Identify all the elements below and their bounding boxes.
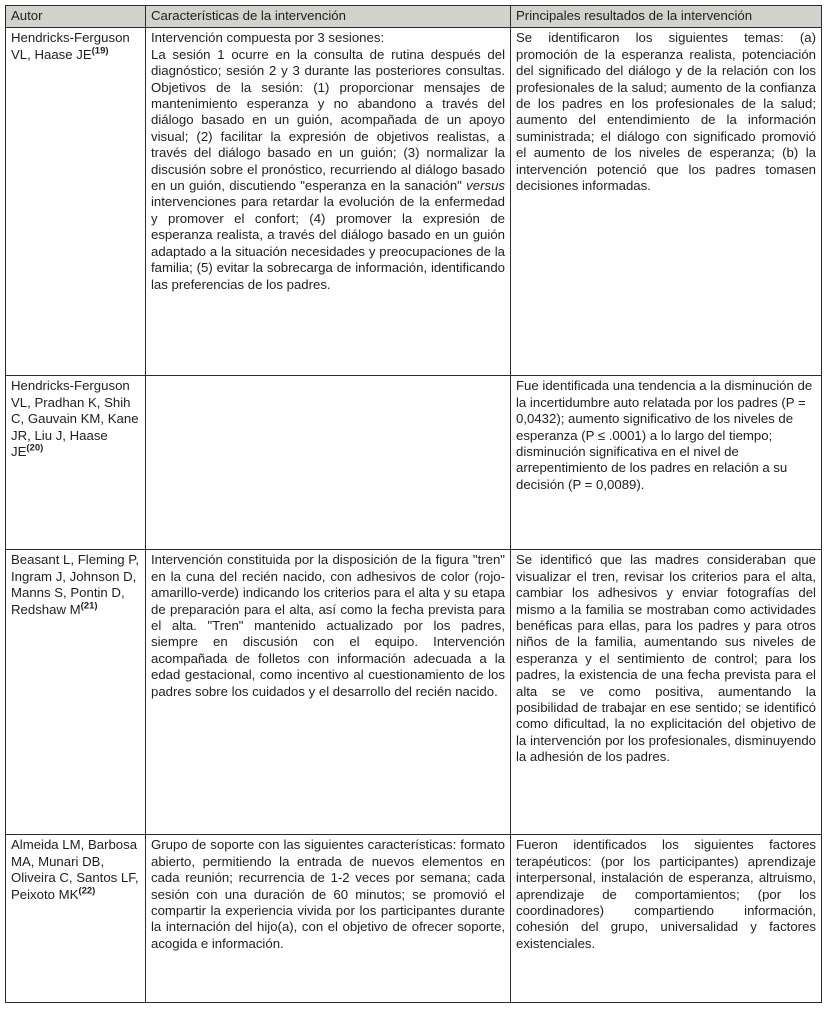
- column-header-caracteristicas: Características de la intervención: [146, 6, 511, 28]
- results-text: Se identificaron los siguientes temas: (a) promoción de la esperanza realista, potenciación del significado del diálogo y de la relación con los profesionales de la salud; aumento de la confianza de los padres en los profesionales de la salud; aumento del entendimiento de la información suministrada; el diálogo con significado promovió el aumento de los niveles de esperanza; (b) la intervención potenció que los padres tomasen decisiones informadas.: [516, 30, 816, 194]
- intervention-detail-emphasis: versus: [466, 178, 505, 194]
- cell-resultados: [511, 28, 822, 376]
- table-header: [6, 6, 822, 28]
- author-reference: (21): [80, 600, 98, 612]
- author-reference: (22): [78, 885, 96, 897]
- results-text: Se identificó que las madres consideraban que visualizar el tren, revisar los criterios para el alta, cambiar los adhesivos y enviar fotografías del mismo a la familia se mostraban como actividades benéficas para ellas, para los padres y para otros niños de la familia, aumentando sus niveles de esperanza y el sentimiento de control; para los padres, la existencia de una fecha prevista para el alta se ve como positiva, aumentando la posibilidad de trabajar en ese sentido; se identificó como dificultad, la no explicitación del objetivo de la intervención por los profesionales, disminuyendo la adhesión de los padres.: [516, 552, 816, 765]
- cell-caracteristicas: [146, 28, 511, 376]
- cell-caracteristicas: [146, 550, 511, 835]
- author-reference: (20): [26, 442, 44, 454]
- cell-resultados: [511, 550, 822, 835]
- cell-resultados: [511, 835, 822, 1003]
- table-row: [6, 28, 822, 376]
- intervention-text: Intervención constituida por la disposición de la figura "tren" en la cuna del recién nacido, con adhesivos de color (rojo-amarillo-verde) indicando los criterios para el alta y su etapa de preparación para el alta, así como la fecha prevista para el alta. "Tren" mantenido actualizado por los padres, siempre en discusión con el equipo. Intervención acompañada de folletos con información adecuada a la edad gestacional, como incentivo al cuestionamiento de los padres sobre los cuidados y el desarrollo del recién nacido.: [151, 552, 505, 699]
- table-header-row: [6, 6, 822, 28]
- table-row: [6, 835, 822, 1003]
- cell-author: [6, 28, 146, 376]
- table-row: [6, 376, 822, 550]
- intervention-text: Grupo de soporte con las siguientes características: formato abierto, permitiendo la entrada de nuevos elementos en cada reunión; recurrencia de 1-2 veces por semana; cada sesión con una duración de 60 minutos; se promovió el compartir la experiencia vivida por los participantes durante la internación del hijo(a), con el objetivo de ofrecer soporte, acogida e información.: [151, 837, 505, 951]
- author-names: Hendricks-Ferguson VL, Pradhan K, Shih C, Gauvain KM, Kane JR, Liu J, Haase JE: [11, 378, 139, 460]
- results-text: Fueron identificados los siguientes factores terapéuticos: (por los participantes) aprendizaje interpersonal, instalación de esperanza, altruismo, aprendizaje de comportamientos; (por los coordinadores) compartiendo información, cohesión del grupo, universalidad y factores existenciales.: [516, 837, 816, 951]
- intervention-detail-part-1: La sesión 1 ocurre en la consulta de rutina después del diagnóstico; sesión 2 y 3 durante las posteriores consultas. Objetivos de la sesión: (1) proporcionar mensajes de mantenimiento esperanza y no abandono a través del diálogo basado en un guión, acompañada de un apoyo visual; (2) facilitar la expresión de objetivos realistas, a través del diálogo basado en un guión; (3) normalizar la discusión sobre el pronóstico, recurriendo al diálogo basado en un guión, discutiendo "esperanza en la sanación": [151, 46, 505, 194]
- intervention-detail: [151, 47, 505, 293]
- cell-author: [6, 835, 146, 1003]
- author-reference: (19): [91, 45, 109, 57]
- author-names: Almeida LM, Barbosa MA, Munari DB, Oliveira C, Santos LF, Peixoto MK: [11, 837, 139, 902]
- table-row: [6, 550, 822, 835]
- column-header-resultados: Principales resultados de la intervención: [511, 6, 822, 28]
- intervention-results-table: [5, 5, 822, 1003]
- table-body: [6, 28, 822, 1003]
- cell-resultados: [511, 376, 822, 550]
- author-names: Beasant L, Fleming P, Ingram J, Johnson D, Manns S, Pontin D, Redshaw M: [11, 552, 140, 617]
- cell-author: [6, 376, 146, 550]
- cell-caracteristicas: [146, 376, 511, 550]
- author-names: Hendricks-Ferguson VL, Haase JE: [11, 30, 130, 62]
- intervention-detail-part-2: intervenciones para retardar la evolución de la enfermedad y promover el confort; (4) promover la expresión de esperanza realista, a través del diálogo basado en un guión adaptado a la situación necesidades y preocupaciones de la familia; (5) evitar la sobrecarga de información, identificando las preferencias de los padres.: [151, 194, 505, 292]
- intervention-intro: Intervención compuesta por 3 sesiones:: [151, 30, 385, 46]
- column-header-autor: Autor: [6, 6, 146, 28]
- cell-author: [6, 550, 146, 835]
- cell-caracteristicas: [146, 835, 511, 1003]
- results-text: Fue identificada una tendencia a la disminución de la incertidumbre auto relatada por los padres (P = 0,0432); aumento significativo de los niveles de esperanza (P ≤ .0001) a lo largo del tiempo; disminución significativa en el nivel de arrepentimiento de los padres en relación a su decisión (P = 0,0089).: [516, 378, 813, 492]
